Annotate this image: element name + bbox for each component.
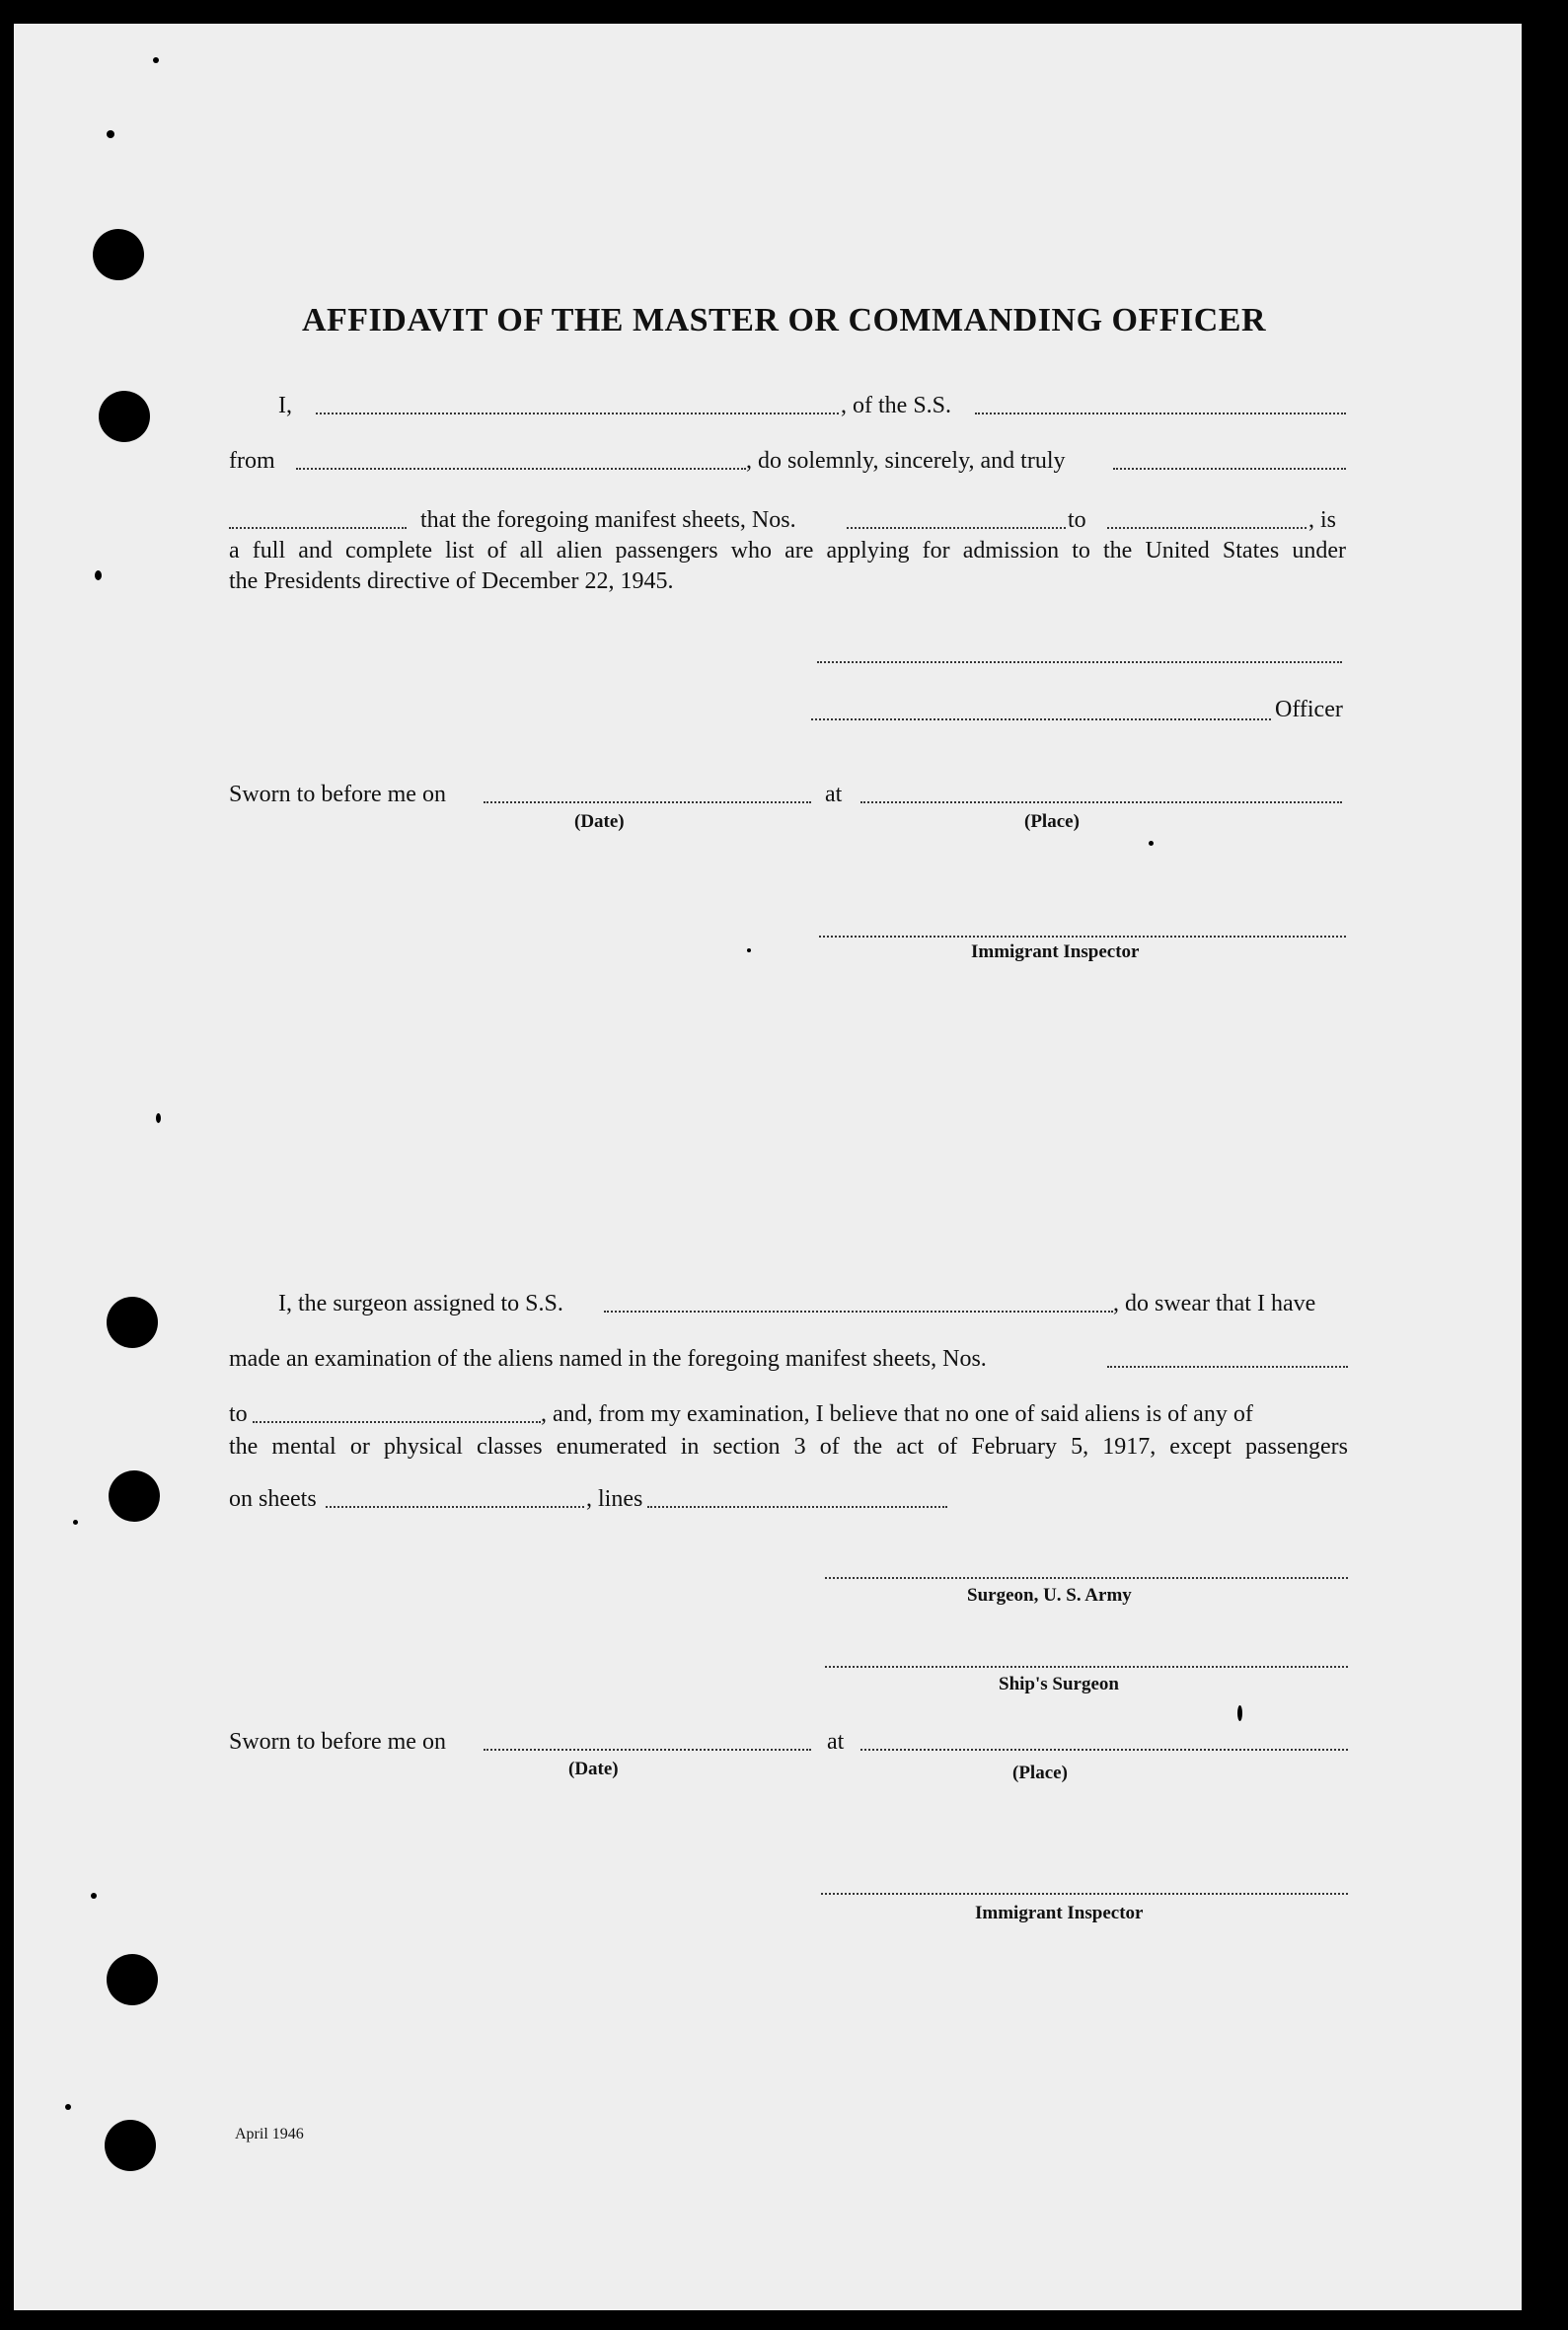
speck xyxy=(747,948,751,952)
speck xyxy=(1149,841,1154,846)
sworn-label: Sworn to before me on xyxy=(229,782,446,807)
ships-surgeon-caption: Ship's Surgeon xyxy=(999,1674,1119,1694)
on-sheets-label: on sheets xyxy=(229,1486,317,1512)
master-name-field[interactable] xyxy=(316,413,839,414)
believe-label: , and, from my examination, I believe that no one of said aliens is of any of xyxy=(541,1401,1253,1427)
solemnly-label: , do solemnly, sincerely, and truly xyxy=(746,448,1066,474)
oath-word-field[interactable] xyxy=(229,527,407,529)
punch-hole xyxy=(109,1470,160,1522)
officer-label: Officer xyxy=(1275,697,1343,722)
form-edition-date: April 1946 xyxy=(235,2126,304,2142)
punch-hole xyxy=(107,1297,158,1348)
master-signature-field[interactable] xyxy=(817,661,1342,663)
speck xyxy=(73,1520,78,1525)
form-sheet xyxy=(14,24,1522,2310)
punch-hole xyxy=(105,2120,156,2171)
inspector-caption: Immigrant Inspector xyxy=(971,941,1140,962)
place-caption: (Place) xyxy=(1024,811,1080,832)
surgeon-assigned-label: I, the surgeon assigned to S.S. xyxy=(278,1291,563,1316)
at-label-2: at xyxy=(827,1729,845,1755)
master-i-label: I, xyxy=(278,393,292,418)
from-port-field[interactable] xyxy=(296,468,746,470)
sworn-label-2: Sworn to before me on xyxy=(229,1729,446,1755)
sworn-place-field-2[interactable] xyxy=(860,1749,1348,1751)
of-ss-label: , of the S.S. xyxy=(841,393,952,418)
examination-label: made an examination of the aliens named in the foregoing manifest sheets, Nos. xyxy=(229,1346,987,1372)
ships-surgeon-signature-field[interactable] xyxy=(825,1666,1348,1668)
sworn-date-field[interactable] xyxy=(484,801,811,803)
sworn-place-field[interactable] xyxy=(860,801,1342,803)
speck xyxy=(65,2104,71,2110)
exception-sheets-field[interactable] xyxy=(326,1506,584,1508)
surgeon-to-label: to xyxy=(229,1401,248,1427)
punch-hole xyxy=(107,1954,158,2005)
speck xyxy=(91,1893,97,1899)
manifest-sheets-label: that the foregoing manifest sheets, Nos. xyxy=(420,507,796,533)
to-label: to xyxy=(1068,507,1086,533)
speck xyxy=(156,1113,161,1123)
sworn-date-field-2[interactable] xyxy=(484,1749,811,1751)
date-caption: (Date) xyxy=(574,811,625,832)
speck xyxy=(1237,1705,1242,1721)
inspector-signature-field-2[interactable] xyxy=(821,1893,1348,1895)
inspector-signature-field[interactable] xyxy=(819,936,1346,938)
punch-hole xyxy=(93,229,144,280)
speck xyxy=(107,130,114,138)
from-label: from xyxy=(229,448,275,474)
lines-label: , lines xyxy=(586,1486,643,1512)
speck xyxy=(153,57,159,63)
punch-hole xyxy=(99,391,150,442)
inspector-caption-2: Immigrant Inspector xyxy=(975,1903,1144,1923)
exam-sheets-from-field[interactable] xyxy=(1107,1366,1348,1368)
swear-label: , do swear that I have xyxy=(1113,1291,1316,1316)
oath-form-field[interactable] xyxy=(1113,468,1346,470)
exam-sheets-to-field[interactable] xyxy=(253,1421,541,1423)
speck xyxy=(95,570,102,580)
sheet-to-field[interactable] xyxy=(1107,527,1307,529)
sheet-from-field[interactable] xyxy=(847,527,1066,529)
at-label: at xyxy=(825,782,843,807)
surgeon-ship-field[interactable] xyxy=(604,1311,1113,1313)
army-surgeon-caption: Surgeon, U. S. Army xyxy=(967,1585,1132,1606)
ship-name-field[interactable] xyxy=(975,413,1346,414)
place-caption-2: (Place) xyxy=(1012,1763,1068,1783)
is-label: , is xyxy=(1308,507,1337,533)
army-surgeon-signature-field[interactable] xyxy=(825,1577,1348,1579)
classes-text xyxy=(229,1432,1348,1463)
date-caption-2: (Date) xyxy=(568,1759,619,1779)
officer-title-field[interactable] xyxy=(811,718,1271,720)
declaration-text xyxy=(229,536,1346,597)
exception-lines-field[interactable] xyxy=(647,1506,947,1508)
form-title: AFFIDAVIT OF THE MASTER OR COMMANDING OFFICER xyxy=(301,302,1267,338)
classes-line: the mental or physical classes enumerated in section 3 of the act of February 5, 1917, except passengers xyxy=(229,1434,1348,1460)
directive-line: the Presidents directive of December 22, 1945. xyxy=(229,568,674,594)
full-list-line: a full and complete list of all alien passengers who are applying for admission to the United States under xyxy=(229,538,1346,564)
